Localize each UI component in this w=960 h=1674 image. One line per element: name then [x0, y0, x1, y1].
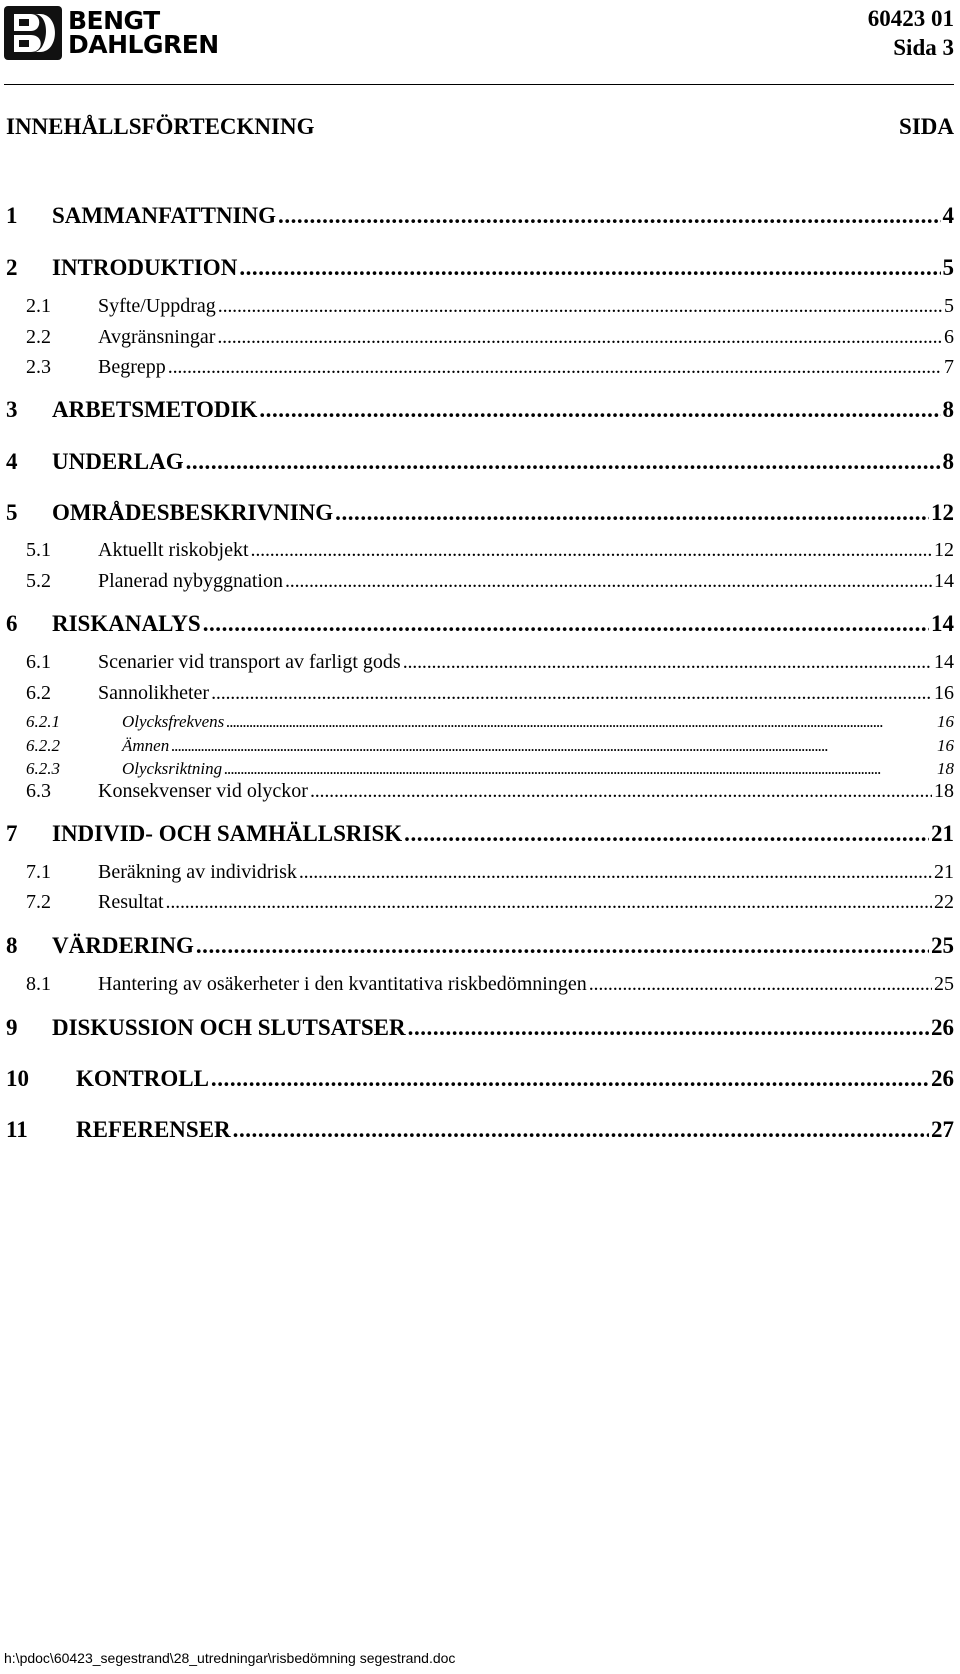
dot-leader	[218, 295, 942, 318]
toc-entry-number: 8	[6, 933, 18, 958]
toc-entry[interactable]	[6, 973, 954, 996]
dot-leader	[203, 611, 929, 637]
toc-entry-number: 7	[6, 821, 18, 846]
toc-entry-page: 25	[934, 973, 954, 995]
toc-entry-page: 5	[944, 295, 954, 317]
toc-entry[interactable]	[6, 326, 954, 349]
toc-entry[interactable]	[6, 1066, 954, 1092]
toc-entry-title: Beräkning av individrisk	[98, 861, 297, 883]
toc-entry-page: 12	[931, 500, 954, 525]
toc-entry-number: 9	[6, 1015, 18, 1040]
toc-entry[interactable]	[6, 1117, 954, 1143]
toc-entry-title: Ämnen	[122, 736, 170, 755]
toc-entry-title: Begrepp	[98, 356, 166, 378]
toc-entry[interactable]	[6, 736, 954, 756]
toc-entry-page: 14	[934, 651, 954, 673]
dot-leader	[168, 356, 942, 379]
toc-entry-title: Hantering av osäkerheter i den kvantitativa riskbedömningen	[98, 973, 587, 995]
toc-entry-title: Aktuellt riskobjekt	[98, 539, 249, 561]
toc-title: INNEHÅLLSFÖRTECKNING	[6, 114, 315, 139]
toc-entry-title: RISKANALYS	[52, 611, 201, 636]
toc-entry[interactable]	[6, 861, 954, 884]
dot-leader	[224, 759, 935, 779]
toc-entry-page: 27	[931, 1117, 954, 1142]
logo-line-2: DAHLGREN	[68, 30, 219, 59]
dot-leader	[259, 397, 940, 423]
dot-leader	[226, 712, 935, 732]
toc-entry[interactable]	[6, 780, 954, 803]
bd-logo-mark-icon	[4, 6, 62, 60]
toc-entry[interactable]	[6, 1015, 954, 1041]
toc-entry[interactable]	[6, 682, 954, 705]
toc-entry[interactable]	[6, 500, 954, 526]
toc-entry-number: 6.3	[26, 780, 51, 802]
dot-leader	[196, 933, 929, 959]
toc-entry-title: OMRÅDESBESKRIVNING	[52, 500, 334, 525]
toc-entry-page: 7	[944, 356, 954, 378]
toc-entry-page: 5	[942, 255, 954, 280]
toc-entry-page: 16	[937, 712, 954, 731]
toc-entry-number: 5.1	[26, 539, 51, 561]
toc-entry-title: KONTROLL	[76, 1066, 209, 1091]
toc-entry-page: 26	[931, 1066, 954, 1091]
toc-entry-page: 16	[937, 736, 954, 755]
toc-entry-number: 4	[6, 449, 18, 474]
toc-entry-page: 14	[934, 570, 954, 592]
dot-leader	[211, 1066, 929, 1092]
toc-entry[interactable]	[6, 570, 954, 593]
document-meta	[868, 4, 954, 62]
toc-entry-number: 2.1	[26, 295, 51, 317]
toc-entry[interactable]	[6, 759, 954, 779]
toc-entry-title: VÄRDERING	[52, 933, 194, 958]
header-divider	[4, 84, 954, 85]
toc-entry[interactable]	[6, 203, 954, 229]
page-label: Sida 3	[893, 35, 954, 60]
toc-entry-page: 8	[942, 449, 954, 474]
toc-entry-number: 6.1	[26, 651, 51, 673]
toc-entry[interactable]	[6, 611, 954, 637]
toc-entry-title: INDIVID- OCH SAMHÄLLSRISK	[52, 821, 403, 846]
toc-entry-title: REFERENSER	[76, 1117, 231, 1142]
dot-leader	[217, 326, 942, 349]
toc-entry-title: Olycksriktning	[122, 759, 223, 778]
toc-entry-title: SAMMANFATTNING	[52, 203, 277, 228]
toc-entry[interactable]	[6, 891, 954, 914]
toc-entry-page: 21	[934, 861, 954, 883]
toc-entry-number: 7.2	[26, 891, 51, 913]
toc-entry-title: Avgränsningar	[98, 326, 216, 348]
toc-entry[interactable]	[6, 255, 954, 281]
toc-entry[interactable]	[6, 295, 954, 318]
toc-entry-title: Syfte/Uppdrag	[98, 295, 216, 317]
toc-entry[interactable]	[6, 712, 954, 732]
toc-heading-row	[6, 114, 954, 140]
toc-entry-title: DISKUSSION OCH SLUTSATSER	[52, 1015, 406, 1040]
dot-leader	[335, 500, 929, 526]
toc-entry-page: 6	[944, 326, 954, 348]
toc-entry-page: 26	[931, 1015, 954, 1040]
dot-leader	[310, 780, 932, 803]
toc-entry-number: 7.1	[26, 861, 51, 883]
company-logo	[4, 6, 226, 60]
dot-leader	[404, 821, 929, 847]
logo-line-1: BENGT	[68, 6, 160, 35]
toc-entry-title: Sannolikheter	[98, 682, 210, 704]
toc-entry[interactable]	[6, 449, 954, 475]
dot-leader	[408, 1015, 929, 1041]
dot-leader	[233, 1117, 929, 1143]
toc-entry[interactable]	[6, 933, 954, 959]
toc-entry-number: 6.2.2	[26, 736, 60, 755]
toc-entry-number: 6.2.3	[26, 759, 60, 778]
dot-leader	[589, 973, 932, 996]
toc-entry[interactable]	[6, 539, 954, 562]
toc-entry-number: 6	[6, 611, 18, 636]
toc-entry-title: Scenarier vid transport av farligt gods	[98, 651, 401, 673]
dot-leader	[285, 570, 932, 593]
toc-entry-page: 21	[931, 821, 954, 846]
toc-entry-title: INTRODUKTION	[52, 255, 238, 280]
dot-leader	[211, 682, 932, 705]
toc-entry-title: Planerad nybyggnation	[98, 570, 283, 592]
toc-entry-number: 6.2.1	[26, 712, 60, 731]
toc-entry-page: 4	[942, 203, 954, 228]
toc-entry[interactable]	[6, 821, 954, 847]
toc-entry-number: 2	[6, 255, 18, 280]
toc-entry-title: Resultat	[98, 891, 164, 913]
toc-entry-number: 8.1	[26, 973, 51, 995]
dot-leader	[403, 651, 932, 674]
toc-entry-number: 10	[6, 1066, 29, 1091]
dot-leader	[171, 736, 935, 756]
dot-leader	[299, 861, 932, 884]
toc-entry-page: 16	[934, 682, 954, 704]
toc-entry-title: UNDERLAG	[52, 449, 184, 474]
toc-entry-title: Konsekvenser vid olyckor	[98, 780, 308, 802]
toc-entry-page: 25	[931, 933, 954, 958]
toc-entry-number: 5	[6, 500, 18, 525]
toc-entry-page: 12	[934, 539, 954, 561]
toc-entry-number: 11	[6, 1117, 28, 1142]
toc-page-heading: SIDA	[899, 114, 954, 139]
toc-entry[interactable]	[6, 397, 954, 423]
toc-entry-page: 18	[934, 780, 954, 802]
toc-entry-number: 2.3	[26, 356, 51, 378]
toc-entry-title: ARBETSMETODIK	[52, 397, 258, 422]
toc-entry-page: 18	[937, 759, 954, 778]
toc-entry-number: 1	[6, 203, 18, 228]
dot-leader	[251, 539, 932, 562]
toc-entry[interactable]	[6, 651, 954, 674]
toc-entry[interactable]	[6, 356, 954, 379]
document-number: 60423 01	[867, 6, 954, 31]
dot-leader	[278, 203, 940, 229]
footer-file-path: h:\pdoc\60423_segestrand\28_utredningar\risbedömning segestrand.doc	[4, 1650, 456, 1666]
toc-entry-page: 22	[934, 891, 954, 913]
toc-entry-number: 2.2	[26, 326, 51, 348]
dot-leader	[186, 449, 941, 475]
dot-leader	[166, 891, 932, 914]
logo-text	[68, 6, 219, 59]
toc-entry-page: 8	[942, 397, 954, 422]
toc-entry-page: 14	[931, 611, 954, 636]
toc-entry-number: 6.2	[26, 682, 51, 704]
toc-entry-number: 5.2	[26, 570, 51, 592]
toc-entry-number: 3	[6, 397, 18, 422]
dot-leader	[239, 255, 940, 281]
toc-entry-title: Olycksfrekvens	[122, 712, 225, 731]
